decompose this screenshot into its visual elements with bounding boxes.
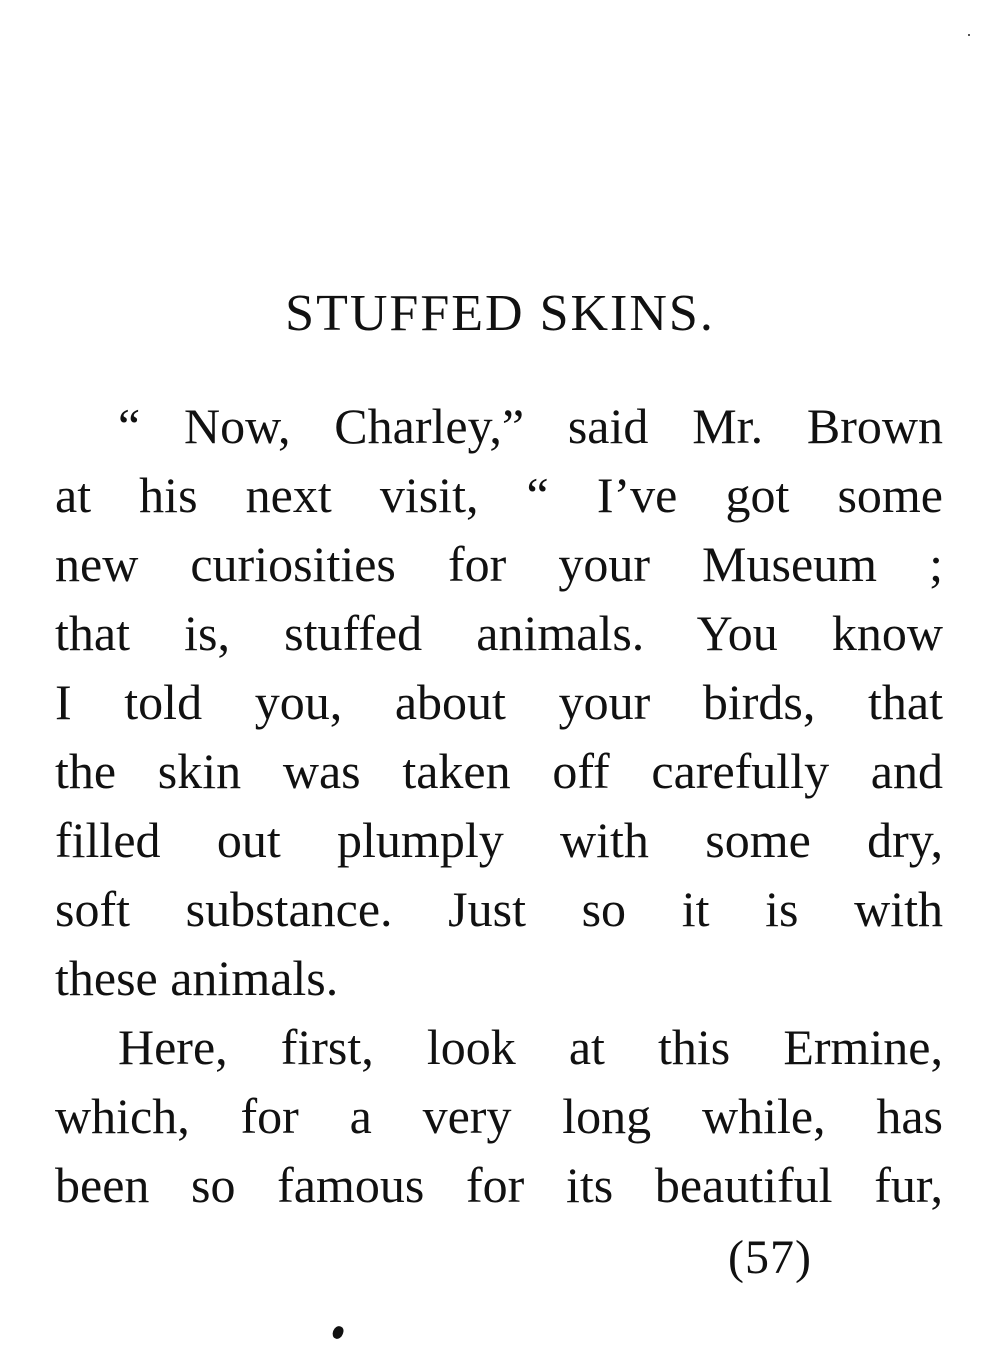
paper-speck [968,34,970,36]
text-line: these animals. [55,950,339,1006]
chapter-heading: STUFFED SKINS. [285,285,715,342]
text-line: which, for a very long while, has [55,1088,943,1144]
ink-blot [331,1325,345,1341]
text-line: at his next visit, “ I’ve got some [55,467,943,523]
text-line: Here, first, look at this Ermine, [118,1019,943,1075]
page-number: (57) [728,1231,812,1284]
text-line: “ Now, Charley,” said Mr. Brown [118,398,943,454]
text-line: I told you, about your birds, that [55,674,943,730]
text-line: that is, stuffed animals. You know [55,605,943,661]
text-line: been so famous for its beautiful fur, [55,1157,943,1213]
text-line: new curiosities for your Museum ; [55,536,943,592]
text-line: filled out plumply with some dry, [55,812,943,868]
text-line: soft substance. Just so it is with [55,881,943,937]
text-line: the skin was taken off carefully and [55,743,943,799]
